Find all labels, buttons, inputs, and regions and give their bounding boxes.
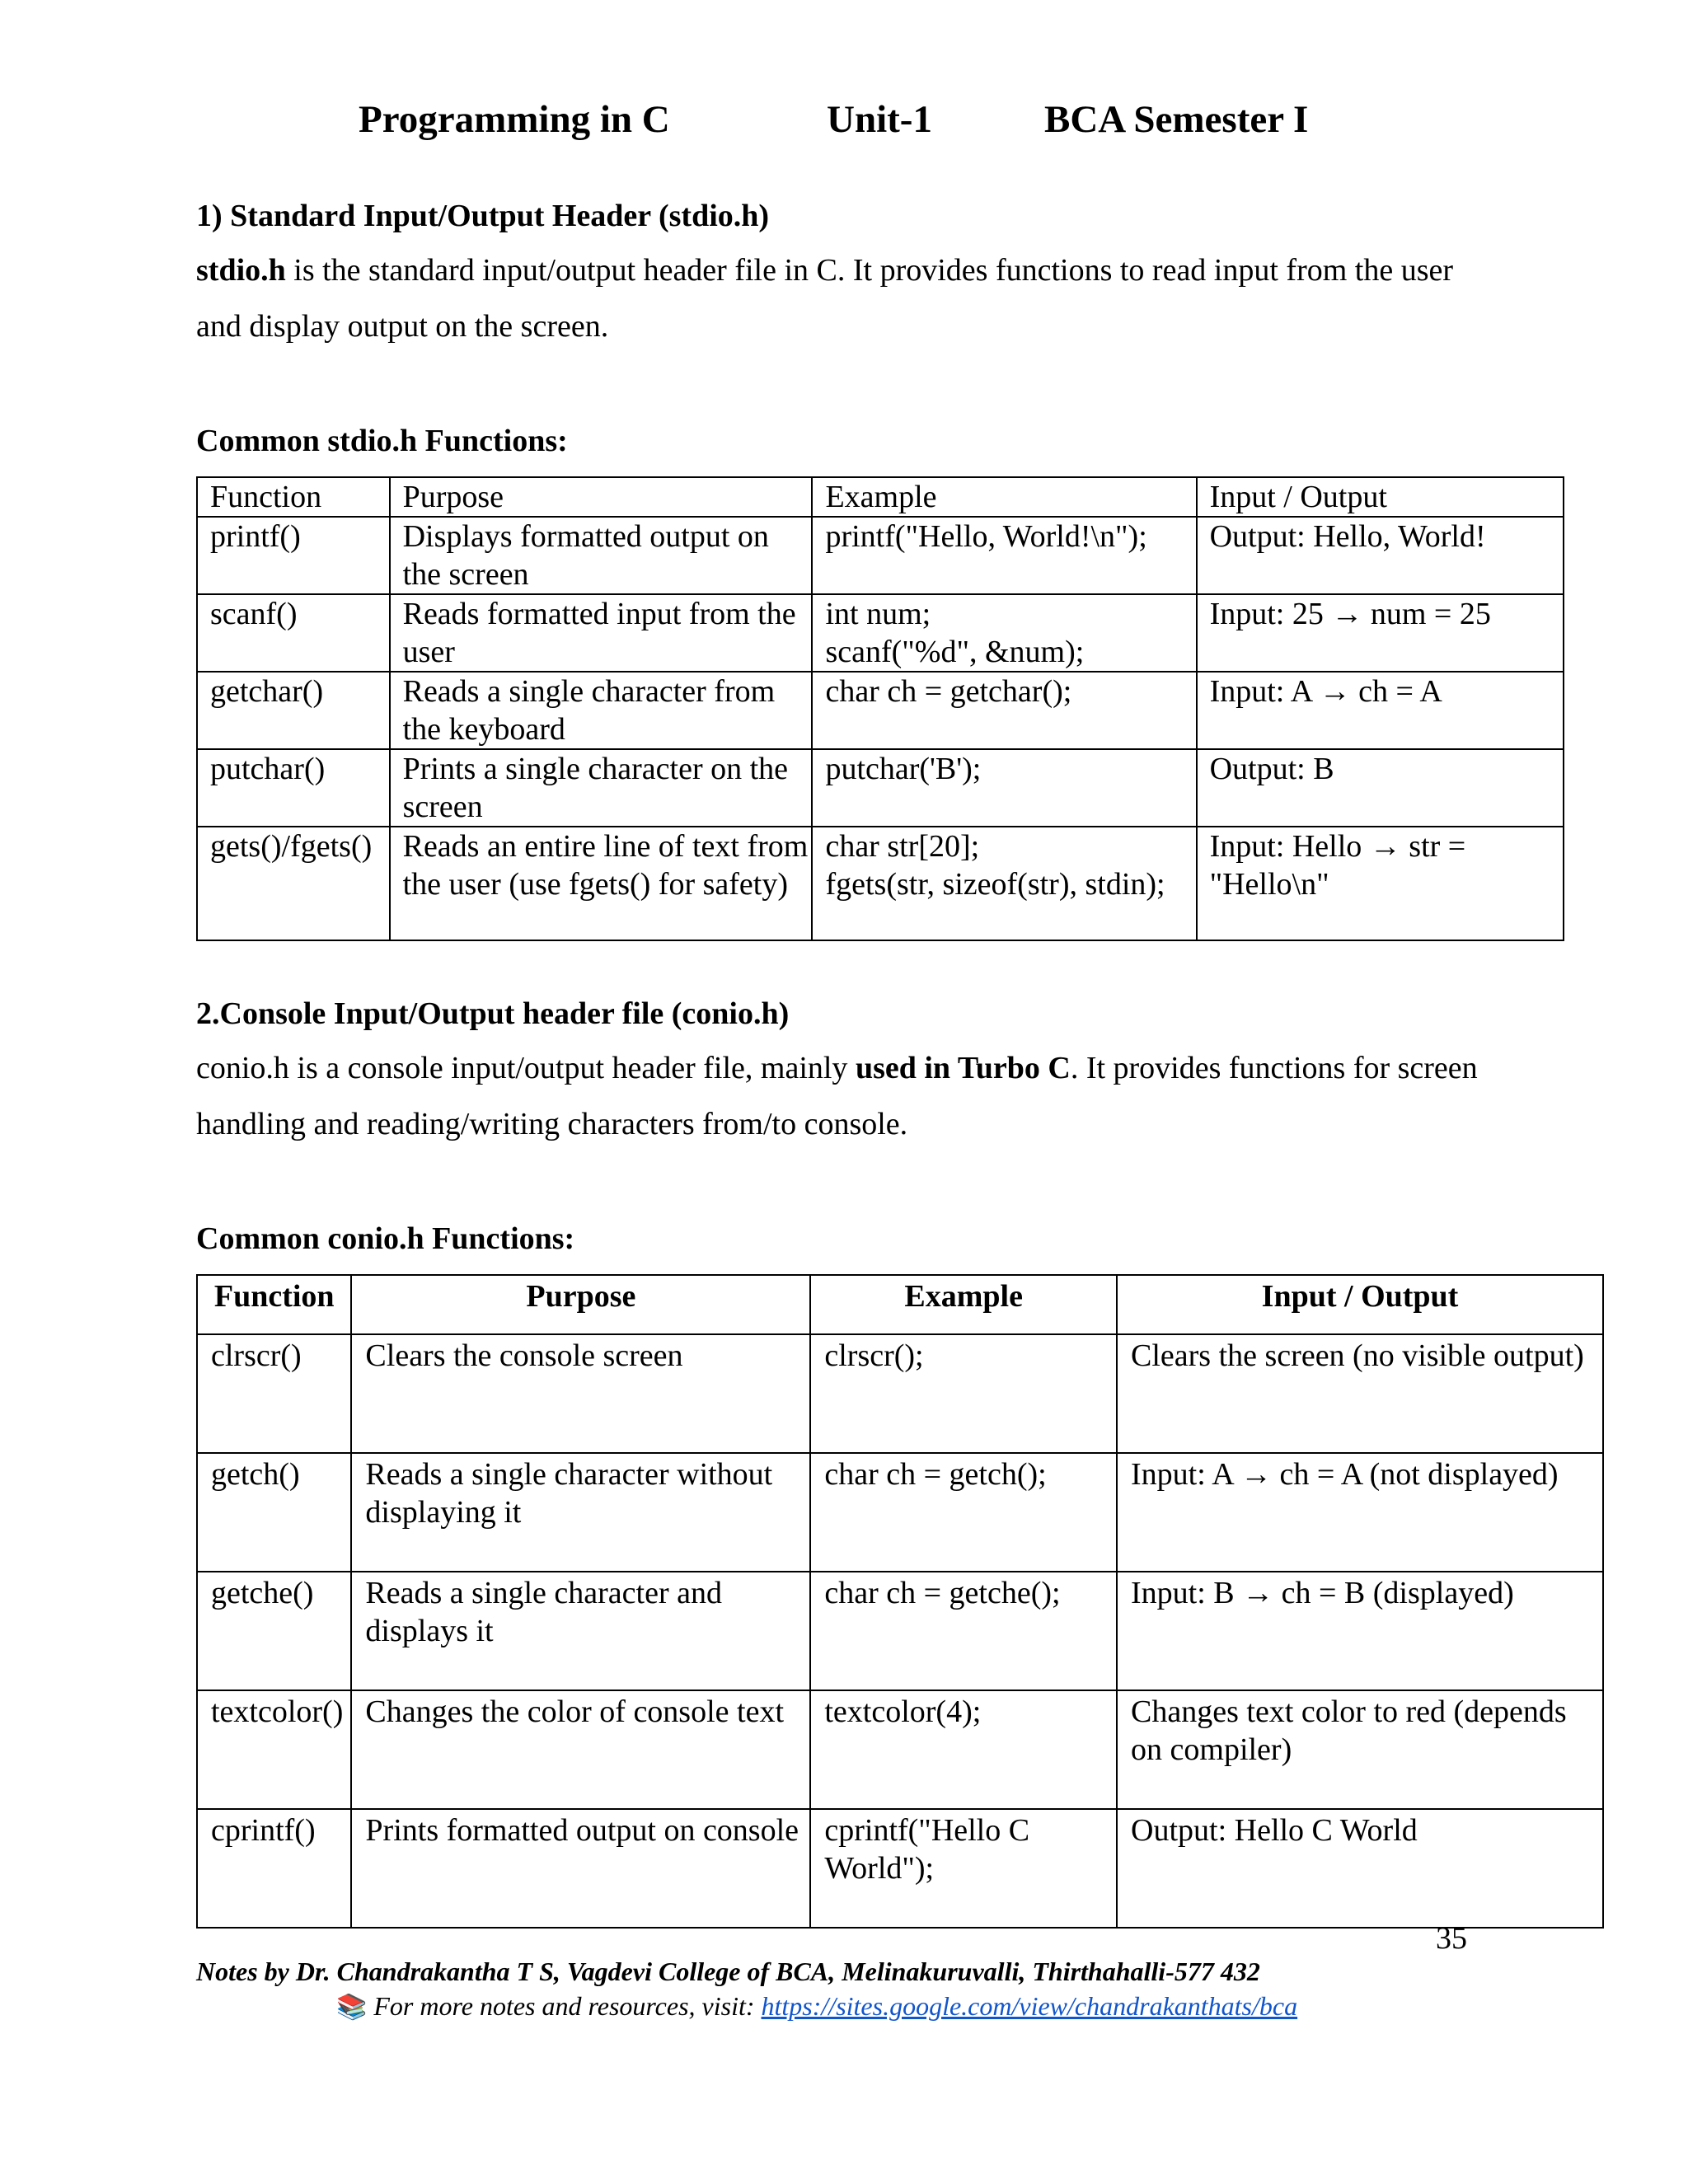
cell-function: getchar() [197, 672, 390, 749]
table-row [197, 827, 1564, 940]
page-number: 35 [1436, 1921, 1467, 1956]
header-input-output: Input / Output [1197, 477, 1564, 517]
cell-function: getche() [197, 1572, 351, 1690]
cell-purpose: Changes the color of console text [351, 1690, 810, 1809]
cell-function: textcolor() [197, 1690, 351, 1809]
cell-input-output: Input: Hello → str = "Hello\n" [1197, 827, 1564, 940]
cell-purpose: Clears the console screen [351, 1334, 810, 1453]
header-example: Example [810, 1275, 1117, 1334]
page-header [0, 97, 1688, 147]
footer-resources [336, 1991, 1297, 2022]
header-function: Function [197, 477, 390, 517]
cell-purpose: Prints formatted output on console [351, 1809, 810, 1928]
cell-input-output: Input: B → ch = B (displayed) [1117, 1572, 1603, 1690]
footer-more-text: For more notes and resources, visit: [373, 1991, 762, 2021]
cell-purpose: Reads formatted input from the user [390, 594, 813, 672]
cell-input-output: Changes text color to red (depends on compiler) [1117, 1690, 1603, 1809]
cell-purpose: Prints a single character on the screen [390, 749, 813, 827]
section2-paragraph [196, 1040, 1482, 1152]
cell-example: int num; scanf("%d", &num); [812, 594, 1196, 672]
cell-input-output: Input: 25 → num = 25 [1197, 594, 1564, 672]
section1-para-text: is the standard input/output header file in C. It provides functions to read input from the user and display output on the screen. [196, 253, 1454, 344]
cell-example: textcolor(4); [810, 1690, 1117, 1809]
cell-example: clrscr(); [810, 1334, 1117, 1453]
section1-paragraph [196, 242, 1482, 354]
section2-para-bold: used in Turbo C [855, 1051, 1071, 1085]
table-header-row [197, 1275, 1603, 1334]
cell-purpose: Reads a single character from the keyboard [390, 672, 813, 749]
cell-input-output: Input: A → ch = A [1197, 672, 1564, 749]
footer-link[interactable]: https://sites.google.com/view/chandrakanthats/bca [761, 1991, 1298, 2021]
table-row [197, 517, 1564, 594]
header-example: Example [812, 477, 1196, 517]
cell-purpose: Reads an entire line of text from the user (use fgets() for safety) [390, 827, 813, 940]
table-row [197, 1690, 1603, 1809]
cell-purpose: Reads a single character without displaying it [351, 1453, 810, 1572]
table-row [197, 749, 1564, 827]
cell-function: printf() [197, 517, 390, 594]
section2-para-pre: conio.h is a console input/output header file, mainly [196, 1051, 856, 1085]
cell-example: cprintf("Hello C World"); [810, 1809, 1117, 1928]
cell-example: char ch = getchar(); [812, 672, 1196, 749]
table-row [197, 1809, 1603, 1928]
header-function: Function [197, 1275, 351, 1334]
cell-purpose: Reads a single character and displays it [351, 1572, 810, 1690]
books-icon: 📚 [336, 1994, 368, 2021]
conio-functions-table [196, 1274, 1604, 1929]
cell-purpose: Displays formatted output on the screen [390, 517, 813, 594]
header-course: Programming in C [359, 98, 670, 141]
cell-example: putchar('B'); [812, 749, 1196, 827]
header-purpose: Purpose [390, 477, 813, 517]
cell-function: scanf() [197, 594, 390, 672]
section1-title: 1) Standard Input/Output Header (stdio.h) [196, 199, 770, 233]
cell-input-output: Output: Hello C World [1117, 1809, 1603, 1928]
section1-para-bold: stdio.h [196, 253, 286, 288]
conio-table-title: Common conio.h Functions: [196, 1221, 575, 1256]
table-row [197, 1453, 1603, 1572]
header-semester: BCA Semester I [1044, 98, 1309, 141]
cell-input-output: Output: Hello, World! [1197, 517, 1564, 594]
stdio-table-title: Common stdio.h Functions: [196, 424, 568, 458]
header-unit: Unit-1 [827, 98, 932, 141]
cell-input-output: Output: B [1197, 749, 1564, 827]
cell-function: clrscr() [197, 1334, 351, 1453]
cell-function: getch() [197, 1453, 351, 1572]
cell-input-output: Clears the screen (no visible output) [1117, 1334, 1603, 1453]
cell-function: cprintf() [197, 1809, 351, 1928]
cell-input-output: Input: A → ch = A (not displayed) [1117, 1453, 1603, 1572]
cell-function: putchar() [197, 749, 390, 827]
section2-para-post: . It provides functions for screen handling and reading/writing characters from/to console. [196, 1051, 1478, 1141]
cell-function: gets()/fgets() [197, 827, 390, 940]
footer-credit: Notes by Dr. Chandrakantha T S, Vagdevi College of BCA, Melinakuruvalli, Thirthahalli-577 432 [196, 1957, 1260, 1986]
cell-example: char ch = getch(); [810, 1453, 1117, 1572]
cell-example: char str[20]; fgets(str, sizeof(str), stdin); [812, 827, 1196, 940]
table-row [197, 672, 1564, 749]
table-row [197, 1334, 1603, 1453]
section2-title: 2.Console Input/Output header file (conio.h) [196, 996, 790, 1031]
table-row [197, 594, 1564, 672]
stdio-functions-table [196, 476, 1564, 941]
header-purpose: Purpose [351, 1275, 810, 1334]
cell-example: printf("Hello, World!\n"); [812, 517, 1196, 594]
table-row [197, 1572, 1603, 1690]
table-header-row [197, 477, 1564, 517]
cell-example: char ch = getche(); [810, 1572, 1117, 1690]
header-input-output: Input / Output [1117, 1275, 1603, 1334]
